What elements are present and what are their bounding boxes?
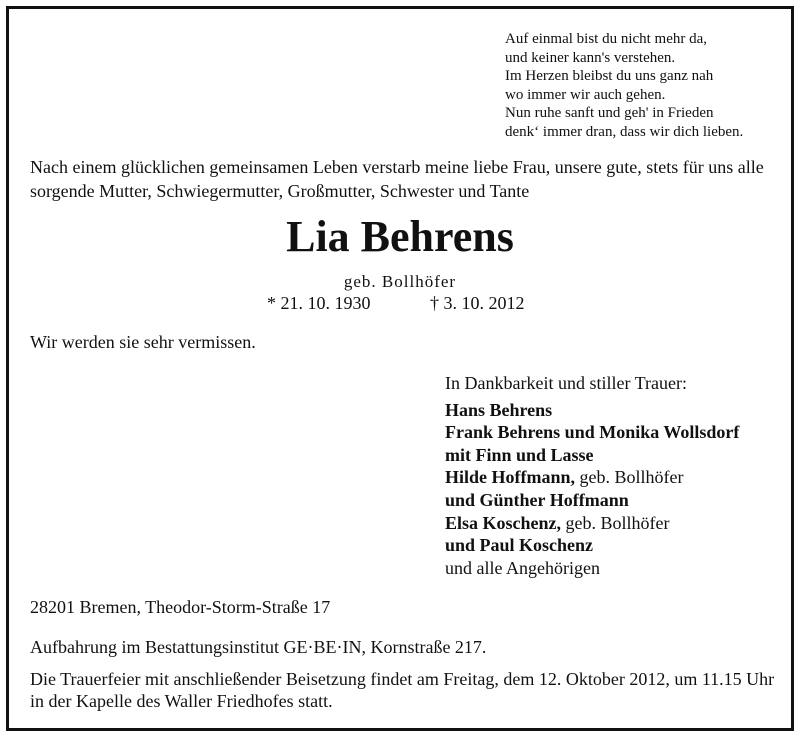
mourner-line: [445, 534, 795, 557]
poem-line: Auf einmal bist du nicht mehr da,: [505, 31, 708, 47]
address: 28201 Bremen, Theodor-Storm-Straße 17: [30, 597, 331, 617]
mourner-line: [445, 444, 795, 467]
mourner-note: geb. Bollhöfer: [575, 467, 684, 488]
mourner-name: Frank Behrens und Monika Wollsdorf: [445, 422, 740, 443]
mourner-name: mit Finn und Lasse: [445, 444, 594, 465]
mourner-line: [445, 512, 795, 535]
mourner-line: [445, 421, 795, 444]
poem-line: und keiner kann's verstehen.: [505, 49, 676, 66]
mourners-intro: In Dankbarkeit und stiller Trauer:: [445, 373, 687, 393]
service-info: Die Trauerfeier mit anschließender Beisetzung findet am Freitag, dem 12. Oktober 2012, um 11.15 Uhr in der Kapelle des Waller Friedhofes statt.: [30, 669, 775, 711]
viewing-info: Aufbahrung im Bestattungsinstitut GE·BE·IN, Kornstraße 217.: [30, 637, 487, 657]
mourner-name: Elsa Koschenz,: [445, 512, 562, 533]
poem-line: Nun ruhe sanft und geh' in Frieden: [505, 105, 714, 122]
poem: [505, 30, 785, 142]
mourner-note: und alle Angehörigen: [445, 557, 600, 578]
mourner-line: [445, 557, 795, 580]
maiden-name: geb. Bollhöfer: [343, 272, 457, 291]
mourner-name: und Paul Koschenz: [445, 535, 594, 556]
mourner-name: Hans Behrens: [445, 399, 553, 420]
mourner-name: Hilde Hoffmann,: [445, 467, 576, 488]
mourner-line: [445, 399, 795, 422]
intro-text: Nach einem glücklichen gemeinsamen Leben verstarb meine liebe Frau, unsere gute, stets für uns alle sorgende Mutter, Schwiegermutter, Großmutter, Schwester und Tante: [30, 157, 764, 201]
poem-line: wo immer wir auch gehen.: [505, 86, 666, 103]
mourner-line: [445, 466, 795, 489]
mourner-name: und Günther Hoffmann: [445, 489, 629, 510]
miss-text: Wir werden sie sehr vermissen.: [30, 332, 256, 352]
death-date: † 3. 10. 2012: [430, 293, 525, 313]
mourner-line: [445, 489, 795, 512]
birth-date: * 21. 10. 1930: [267, 293, 371, 313]
poem-line: Im Herzen bleibst du uns ganz nah: [505, 68, 714, 85]
mourner-note: geb. Bollhöfer: [561, 512, 670, 533]
poem-line: denk‘ immer dran, dass wir dich lieben.: [505, 123, 744, 140]
deceased-name: Lia Behrens: [286, 212, 514, 261]
mourners-block: [445, 372, 795, 579]
